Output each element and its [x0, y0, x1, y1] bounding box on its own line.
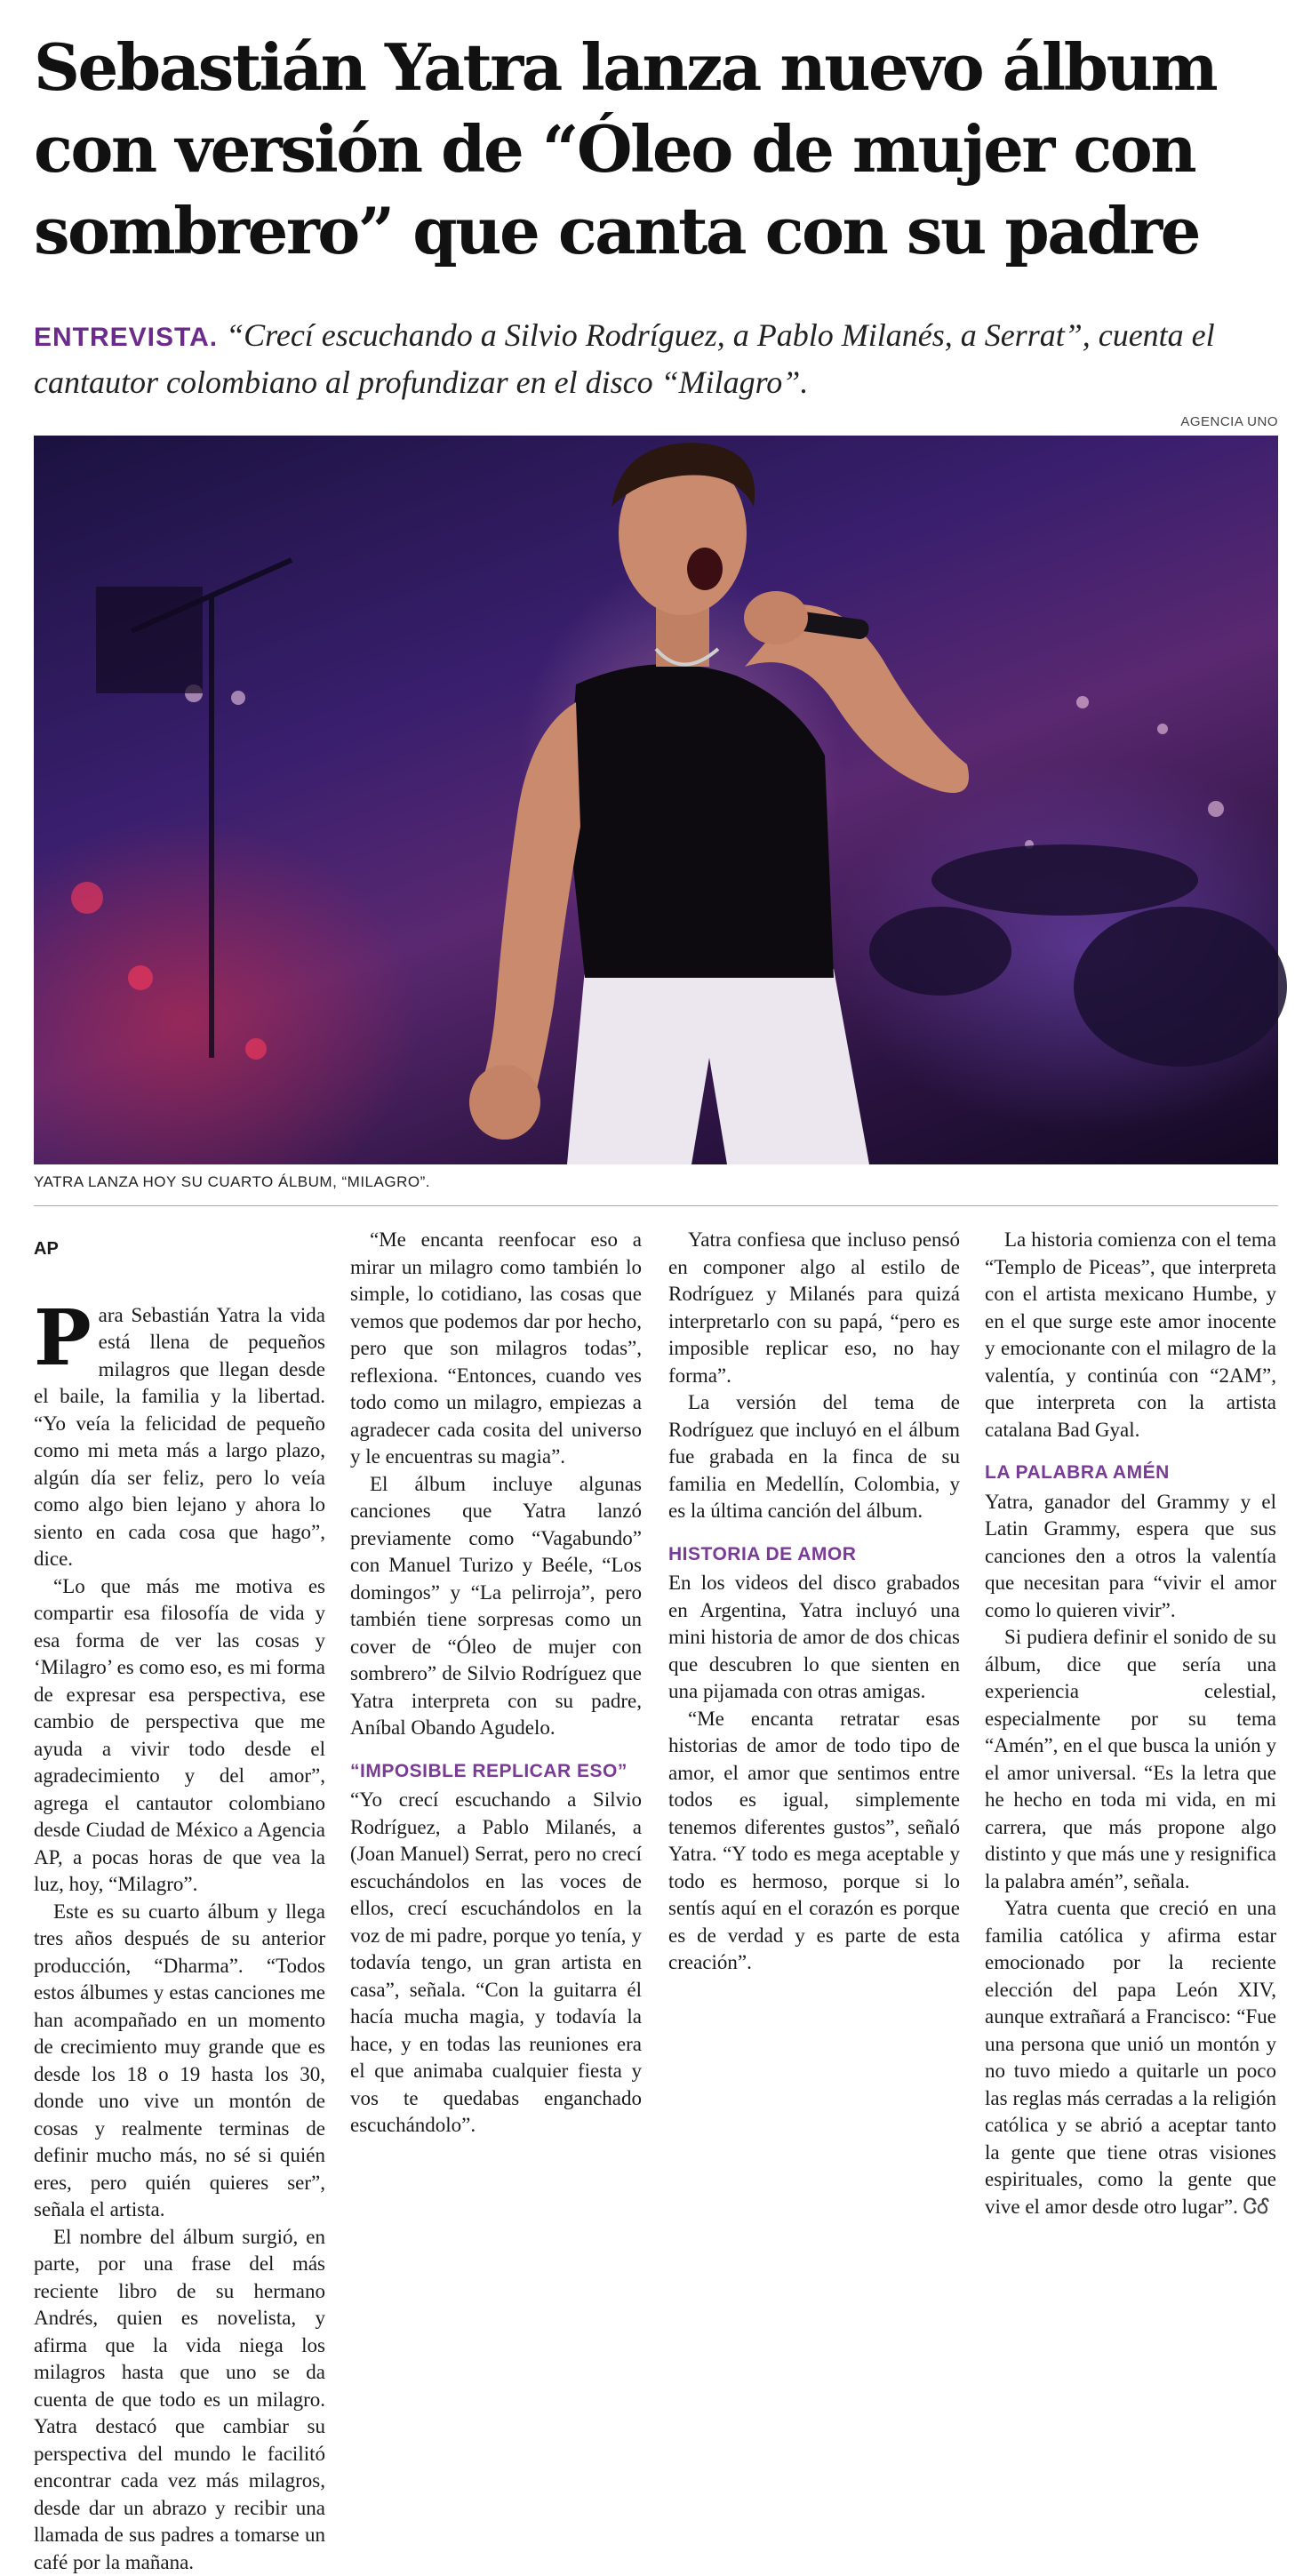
- paragraph-12: La historia comienza con el tema “Templo de Piceas”, que interpreta con el artista mexicano Humbe, y en el que surge este amor inocente y emocionante con el milagro de la valentía, y continúa con “2AM”, que interpreta con la artista catalana Bad Gyal.: [985, 1227, 1276, 1444]
- concert-photo: [34, 436, 1278, 1164]
- end-mark: ᏣᎴ: [1243, 2196, 1270, 2218]
- paragraph-11: “Me encanta retratar esas historias de amor de todo tipo de amor, el amor que sentimos entre todos es igual, simplemente tenemos diferentes gustos”, señaló Yatra. “Y todo es mega aceptable y todo es hermoso, porque si lo sentís aquí en el corazón es porque es de verdad y es parte de esta creación”.: [668, 1706, 960, 1977]
- paragraph-3: Este es su cuarto álbum y llega tres años después de su anterior producción, “Dharma”. “Todos estos álbumes y estas canciones me han acompañado en un momento de crecimiento muy grande que es desde los 18 o 19 hasta los 30, donde uno vive un montón de cosas y realmente terminas de definir mucho más, no sé si quién eres, pero quién quieres ser”, señala el artista.: [34, 1899, 325, 2224]
- subhead-imposible-replicar: “IMPOSIBLE REPLICAR ESO”: [350, 1758, 642, 1786]
- paragraph-6: El álbum incluye algunas canciones que Yatra lanzó previamente como “Vagabundo” con Manuel Turizo y Beéle, “Los domingos” y “La pelirroja”, pero también tiene sorpresas como un cover de “Óleo de mujer con sombrero” de Silvio Rodríguez que Yatra interpreta con su padre, Aníbal Obando Agudelo.: [350, 1471, 642, 1742]
- article-column-1: [34, 1227, 325, 2382]
- dek-kicker: ENTREVISTA.: [34, 323, 218, 352]
- headline: Sebastián Yatra lanza nuevo álbum con versión de “Óleo de mujer con sombrero” que canta con su padre: [34, 27, 1278, 272]
- subhead-historia-de-amor: HISTORIA DE AMOR: [668, 1541, 960, 1569]
- paragraph-4: El nombre del álbum surgió, en parte, por una frase del más reciente libro de su hermano Andrés, quien es novelista, y afirma que la vida niega los milagros hasta que uno se da cuenta de que todo es un milagro. Yatra destacó que cambiar su perspectiva del mundo le facilitó encontrar cada vez más milagros, desde dar un abrazo y recibir una llamada de sus padres a tomarse un café por la mañana.: [34, 2224, 325, 2576]
- article-column-4: [985, 1227, 1276, 2382]
- dek: [34, 313, 1278, 404]
- article-column-3: [668, 1227, 960, 2382]
- paragraph-15-text: Yatra cuenta que creció en una familia católica y afirma estar emocionado por la reciente elección del papa León XIV, aunque extrañará a Francisco: “Fue una persona que unió un montón y no tuvo miedo a quitarle un poco las reglas más cerradas a la religión católica y se abrió a aceptar tanto la gente que tiene otras visiones espirituales, como la gente que vive el amor desde otro lugar”.: [985, 1897, 1276, 2218]
- byline: AP: [34, 1236, 325, 1263]
- article-column-2: [350, 1227, 642, 2382]
- paragraph-5: “Me encanta reenfocar eso a mirar un milagro como también lo simple, lo cotidiano, las cosas que vemos que podemos dar por hecho, pero que son milagros todas”, reflexiona. “Entonces, cuando ves todo como un milagro, empiezas a agradecer cada cosita del universo y le encuentras su magia”.: [350, 1227, 642, 1471]
- paragraph-10: En los videos del disco grabados en Argentina, Yatra incluyó una mini historia de amor de dos chicas que descubren lo que sienten en una pijamada con otras amigas.: [668, 1570, 960, 1706]
- caption-divider: [34, 1205, 1278, 1206]
- photo-caption: YATRA LANZA HOY SU CUARTO ÁLBUM, “MILAGRO”.: [34, 1173, 430, 1191]
- subhead-la-palabra-amen: LA PALABRA AMÉN: [985, 1460, 1276, 1487]
- paragraph-14: Si pudiera definir el sonido de su álbum, dice que sería una experiencia celestial, especialmente por su tema “Amén”, en el que busca la unión y el amor universal. “Es la letra que he hecho en toda mi vida, en mi carrera, que más propone algo distinto y que más une y resignifica la palabra amén”, señala.: [985, 1624, 1276, 1895]
- paragraph-1: [34, 1302, 325, 1573]
- paragraph-13: Yatra, ganador del Grammy y el Latin Grammy, espera que sus canciones den a otros la valentía que necesitan para “vivir el amor como lo quieren vivir”.: [985, 1489, 1276, 1625]
- performer-illustration: [34, 436, 1278, 1164]
- dek-text: “Crecí escuchando a Silvio Rodríguez, a Pablo Milanés, a Serrat”, cuenta el cantautor colombiano al profundizar en el disco “Milagro”.: [34, 317, 1215, 400]
- drop-cap: P: [34, 1308, 92, 1370]
- photo-credit: AGENCIA UNO: [1180, 414, 1278, 429]
- paragraph-1-text: ara Sebastián Yatra la vida está llena de pequeños milagros que llegan desde el baile, la familia y la libertad. “Yo veía la felicidad de pequeño como mi meta más a largo plazo, algún día ser feliz, pero lo veía como algo bien lejano y ahora lo siento en cada cosa que hago”, dice.: [34, 1304, 325, 1571]
- paragraph-15: [985, 1895, 1276, 2220]
- paragraph-9: La versión del tema de Rodríguez que incluyó en el álbum fue grabada en la finca de su familia en Medellín, Colombia, y es la última canción del álbum.: [668, 1389, 960, 1525]
- paragraph-7: “Yo crecí escuchando a Silvio Rodríguez, a Pablo Milanés, a (Joan Manuel) Serrat, pero no crecí escuchándolos en las voces de ellos, crecí escuchándolos en la voz de mi padre, porque yo tenía, y todavía tengo, un gran artista en casa”, señala. “Con la guitarra él hacía mucha magia, y todavía la hace, y en todas las reuniones era el que animaba cualquier fiesta y vos te quedabas enganchado escuchándolo”.: [350, 1787, 642, 2140]
- paragraph-8: Yatra confiesa que incluso pensó en componer algo al estilo de Rodríguez y Milanés para quizá interpretarlo con su papá, “pero es imposible replicar eso, no hay forma”.: [668, 1227, 960, 1389]
- paragraph-2: “Lo que más me motiva es compartir esa filosofía de vida y esa forma de ver las cosas y ‘Milagro’ es como eso, es mi forma de expresar esa perspectiva, ese cambio de perspectiva que me ayuda a vivir todo desde el agradecimiento y del amor”, agrega el cantautor colombiano desde Ciudad de México a Agencia AP, a pocas horas de que vea la luz, hoy, “Milagro”.: [34, 1573, 325, 1899]
